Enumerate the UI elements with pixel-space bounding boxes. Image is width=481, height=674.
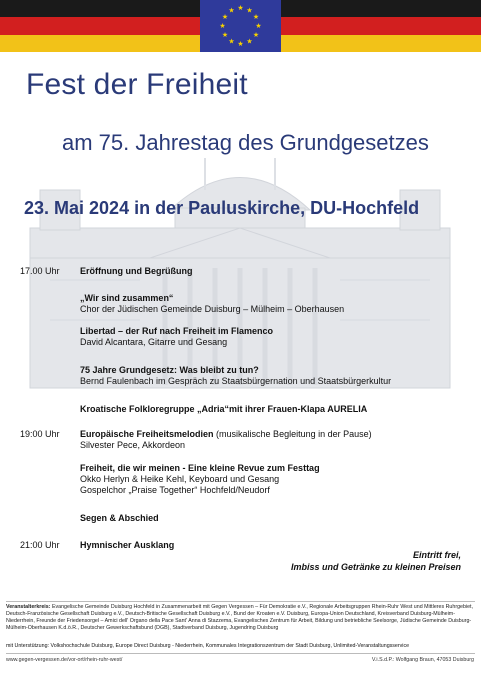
- program-detail: Okko Herlyn & Heike Kehl, Keyboard und Gesang: [80, 474, 280, 484]
- svg-text:★: ★: [221, 31, 229, 39]
- svg-text:★: ★: [252, 13, 260, 21]
- event-date-location: 23. Mai 2024 in der Pauluskirche, DU-Hochfeld: [24, 198, 420, 218]
- program-time: 17.00 Uhr: [20, 266, 60, 276]
- support-label: mit Unterstützung:: [6, 643, 49, 649]
- german-flag-right: [281, 0, 481, 52]
- svg-text:★: ★: [219, 22, 226, 30]
- program-title: Libertad – der Ruf nach Freiheit im Flamenco: [80, 326, 274, 336]
- program-title: Freiheit, die wir meinen - Eine kleine Revue zum Festtag: [80, 463, 320, 473]
- svg-text:★: ★: [255, 22, 262, 30]
- food-drinks-note: Imbiss und Getränke zu kleinen Preisen: [290, 562, 461, 572]
- organizers-block: [6, 604, 474, 632]
- organizers-label: Veranstalterkreis:: [6, 604, 51, 610]
- visdp-note: V.i.S.d.P.: Wolfgang Braun, 47053 Duisburg: [371, 657, 474, 663]
- svg-text:★: ★: [246, 6, 253, 15]
- page-title: Fest der Freiheit: [26, 68, 248, 101]
- program-detail: Chor der Jüdischen Gemeinde Duisburg – Mülheim – Oberhausen: [80, 304, 345, 314]
- admission-note: [291, 549, 461, 573]
- program-detail: Gospelchor „Praise Together“ Hochfeld/Neudorf: [80, 485, 270, 495]
- footer-bottom: [6, 657, 474, 663]
- organizers-text: Evangelische Gemeinde Duisburg Hochfeld in Zusammenarbeit mit Gegen Vergessen – Für Demokratie e.V., Regionale Arbeitsgruppen Rhein-Ruhr West und Mittleres Ruhrgebiet, Deutsch-Französische Gesellschaft Duisburg e.V., Deutsch-Britische Gesellschaft Duisburg e.V., Bund der Kroaten e.V. Duisburg, Europa-Union Deutschland, Kreisverband Duisburg-Mülheim-Niederrhein, Freunde der Friedensorgel – Amici dell' Organo della Pace Sant' Anna di Stazzema, Evangelisches Zentrum für Arbeit, Bildung und betriebliche Seelsorge, Jüdische Gemeinde Duisburg-Mülheim-Oberhausen K.d.ö.R., Deutscher Gewerkschaftsbund (DGB), Stadtverband Duisburg, Jugendring Duisburg: [6, 604, 473, 631]
- svg-text:★: ★: [228, 37, 235, 46]
- program-title: 75 Jahre Grundgesetz: Was bleibt zu tun?: [80, 365, 259, 375]
- divider: [6, 653, 475, 654]
- program-title: Hymnischer Ausklang: [80, 540, 175, 550]
- program-detail: Silvester Pece, Akkordeon: [80, 440, 186, 450]
- program-title: Eröffnung und Begrüßung: [80, 266, 193, 276]
- eu-flag-icon: [200, 0, 281, 52]
- german-flag-left: [0, 0, 200, 52]
- program-title-note: (musikalische Begleitung in der Pause): [213, 429, 372, 439]
- program-title: Kroatische Folkloregruppe „Adria“mit ihrer Frauen-Klapa AURELIA: [80, 404, 368, 414]
- svg-text:★: ★: [246, 37, 253, 46]
- program-title: „Wir sind zusammen“: [80, 293, 174, 303]
- page-subtitle: am 75. Jahrestag des Grundgesetzes: [62, 130, 429, 155]
- program-detail: Bernd Faulenbach im Gespräch zu Staatsbürgernation und Staatsbürgerkultur: [80, 376, 392, 386]
- support-text: Volkshochschule Duisburg, Europe Direct Duisburg - Niederrhein, Kommunales Integrationszentrum der Stadt Duisburg, Unlimited-Veranstaltungsservice: [50, 643, 410, 649]
- svg-text:★: ★: [228, 6, 235, 15]
- program-time: 21:00 Uhr: [20, 540, 60, 550]
- program-title: Segen & Abschied: [80, 513, 159, 523]
- svg-text:★: ★: [237, 4, 244, 12]
- program-title: Europäische Freiheitsmelodien: [80, 429, 214, 439]
- program-detail: David Alcantara, Gitarre und Gesang: [80, 337, 228, 347]
- divider: [6, 601, 475, 602]
- support-block: [6, 643, 474, 650]
- svg-text:★: ★: [237, 40, 244, 48]
- program-time: 19:00 Uhr: [20, 429, 60, 439]
- svg-text:★: ★: [221, 13, 229, 21]
- admission-free: Eintritt frei,: [412, 550, 461, 560]
- svg-text:★: ★: [252, 31, 260, 39]
- website-link[interactable]: www.gegen-vergessen.de/vor-ort/rhein-ruhr-west/: [6, 657, 123, 663]
